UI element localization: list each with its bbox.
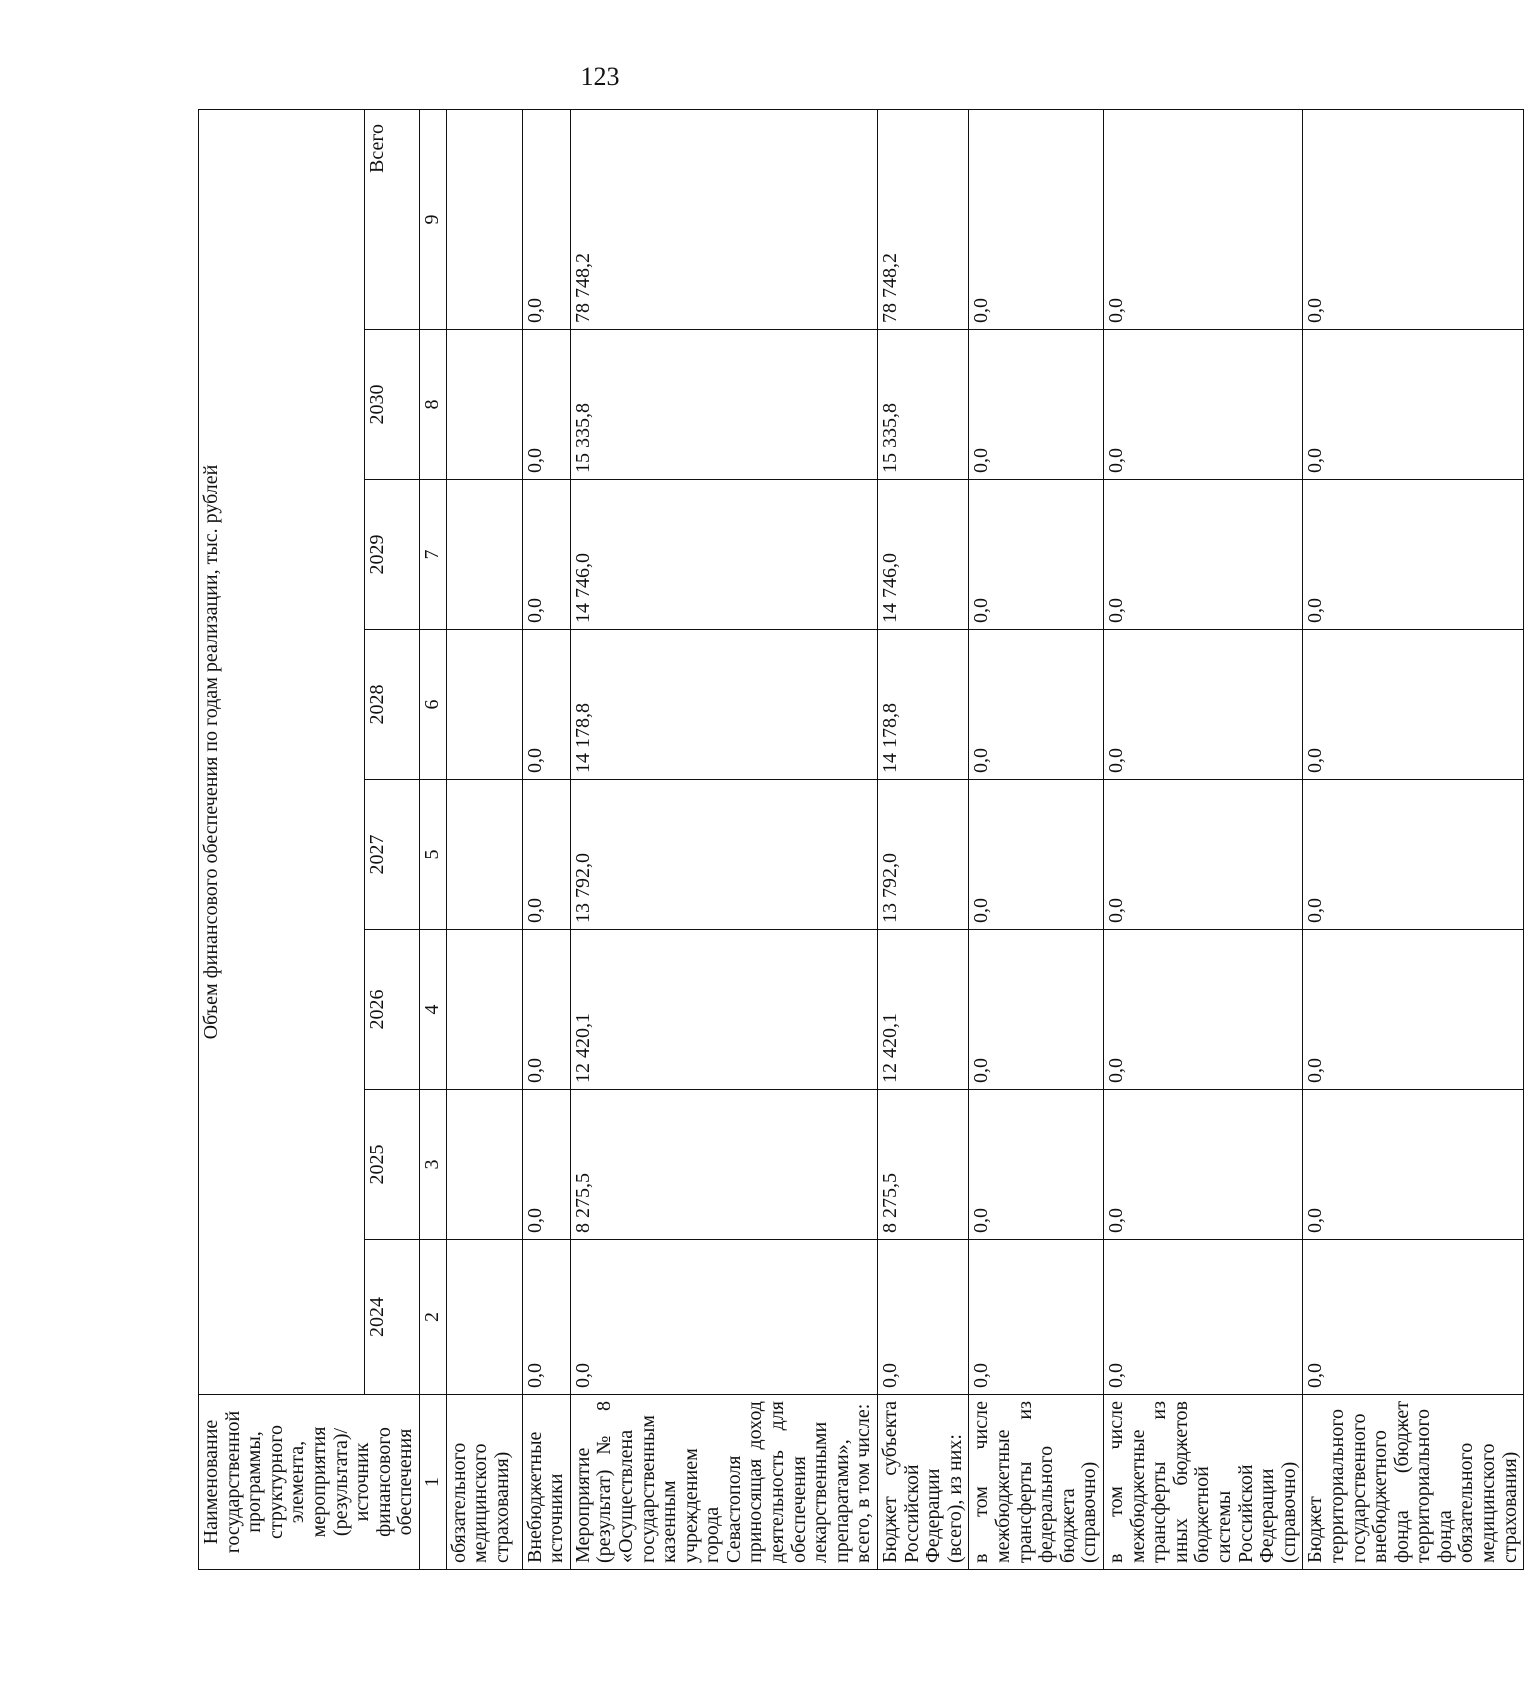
row-label: Мероприятие (результат) № 8 «Осуществлена государственным казенным учреждением города Севастополя приносящая доход деятельность для обеспечения лекарственными препаратами», всего, в том числе:	[570, 1395, 877, 1570]
value-cell: 0,0	[522, 780, 570, 930]
value-cell: 78 748,2	[570, 109, 877, 329]
column-number: 5	[419, 780, 446, 930]
header-year: 2027	[364, 780, 419, 930]
value-cell: 13 792,0	[878, 780, 969, 930]
table-row	[878, 109, 969, 1569]
value-cell: 0,0	[1303, 930, 1524, 1090]
table-row	[570, 109, 877, 1569]
value-cell	[446, 1240, 522, 1395]
header-year: 2030	[364, 330, 419, 480]
value-cell: 14 746,0	[570, 480, 877, 630]
value-cell: 0,0	[1103, 109, 1302, 329]
table-row	[446, 109, 522, 1569]
value-cell: 0,0	[1303, 1240, 1524, 1395]
value-cell: 0,0	[570, 1240, 877, 1395]
table-row	[969, 109, 1104, 1569]
value-cell: 0,0	[1103, 480, 1302, 630]
header-year: 2026	[364, 930, 419, 1090]
value-cell	[446, 109, 522, 329]
header-name-column: Наименование государственной программы, структурного элемента, мероприятия (результата)/источник финансового обеспечения	[199, 1395, 420, 1570]
row-label: обязательного медицинского страхования)	[446, 1395, 522, 1570]
header-year: 2029	[364, 480, 419, 630]
column-number: 4	[419, 930, 446, 1090]
value-cell: 0,0	[1303, 109, 1524, 329]
column-number: 2	[419, 1240, 446, 1395]
value-cell: 0,0	[522, 1090, 570, 1240]
value-cell: 0,0	[522, 630, 570, 780]
column-number: 1	[419, 1395, 446, 1570]
value-cell: 0,0	[969, 930, 1104, 1090]
value-cell: 0,0	[1103, 630, 1302, 780]
value-cell: 14 178,8	[878, 630, 969, 780]
table-row	[522, 109, 570, 1569]
rotated-table-sheet	[198, 110, 1521, 1570]
value-cell: 15 335,8	[878, 330, 969, 480]
value-cell: 13 792,0	[570, 780, 877, 930]
value-cell: 78 748,2	[878, 109, 969, 329]
value-cell	[446, 480, 522, 630]
header-year: 2028	[364, 630, 419, 780]
row-label: в том числе межбюджетные трансферты из иных бюджетов бюджетной системы Российской Федерации (справочно)	[1103, 1395, 1302, 1570]
value-cell	[446, 780, 522, 930]
value-cell: 0,0	[522, 480, 570, 630]
row-label: в том числе межбюджетные трансферты из федерального бюджета (справочно)	[969, 1395, 1104, 1570]
header-row-years	[364, 109, 419, 1569]
column-number: 7	[419, 480, 446, 630]
value-cell: 0,0	[1103, 1240, 1302, 1395]
value-cell: 0,0	[522, 109, 570, 329]
header-volume-title: Объем финансового обеспечения по годам реализации, тыс. рублей	[199, 109, 365, 1394]
value-cell: 0,0	[522, 930, 570, 1090]
column-number: 6	[419, 630, 446, 780]
value-cell: 0,0	[969, 1240, 1104, 1395]
value-cell: 0,0	[1103, 330, 1302, 480]
value-cell: 0,0	[969, 1090, 1104, 1240]
value-cell: 14 746,0	[878, 480, 969, 630]
value-cell: 0,0	[1303, 1090, 1524, 1240]
financing-table	[198, 109, 1524, 1570]
value-cell: 0,0	[969, 780, 1104, 930]
page-number: 123	[580, 62, 620, 91]
value-cell: 0,0	[1103, 780, 1302, 930]
header-row-numbers	[419, 109, 446, 1569]
value-cell: 0,0	[1303, 630, 1524, 780]
value-cell: 0,0	[1303, 780, 1524, 930]
value-cell: 0,0	[522, 1240, 570, 1395]
value-cell	[446, 1090, 522, 1240]
header-row-top	[199, 109, 365, 1569]
column-number: 3	[419, 1090, 446, 1240]
row-label: Бюджет субъекта Российской Федерации (всего), из них:	[878, 1395, 969, 1570]
table-row	[1303, 109, 1524, 1569]
value-cell	[446, 630, 522, 780]
value-cell: 0,0	[1303, 330, 1524, 480]
value-cell: 15 335,8	[570, 330, 877, 480]
value-cell: 0,0	[969, 330, 1104, 480]
value-cell: 14 178,8	[570, 630, 877, 780]
table-row	[1103, 109, 1302, 1569]
value-cell: 0,0	[878, 1240, 969, 1395]
value-cell: 0,0	[969, 630, 1104, 780]
value-cell	[446, 330, 522, 480]
column-number: 9	[419, 109, 446, 329]
value-cell: 0,0	[969, 109, 1104, 329]
value-cell: 12 420,1	[878, 930, 969, 1090]
value-cell: 0,0	[522, 330, 570, 480]
column-number: 8	[419, 330, 446, 480]
value-cell: 0,0	[1303, 480, 1524, 630]
value-cell: 8 275,5	[878, 1090, 969, 1240]
row-label: Внебюджетные источники	[522, 1395, 570, 1570]
value-cell: 12 420,1	[570, 930, 877, 1090]
header-year: 2025	[364, 1090, 419, 1240]
value-cell	[446, 930, 522, 1090]
header-year-total: Всего	[364, 109, 419, 329]
value-cell: 0,0	[969, 480, 1104, 630]
value-cell: 0,0	[1103, 1090, 1302, 1240]
header-year: 2024	[364, 1240, 419, 1395]
row-label: Бюджет территориального государственного внебюджетного фонда (бюджет территориального фонда обязательного медицинского страхования)	[1303, 1395, 1524, 1570]
value-cell: 0,0	[1103, 930, 1302, 1090]
value-cell: 8 275,5	[570, 1090, 877, 1240]
